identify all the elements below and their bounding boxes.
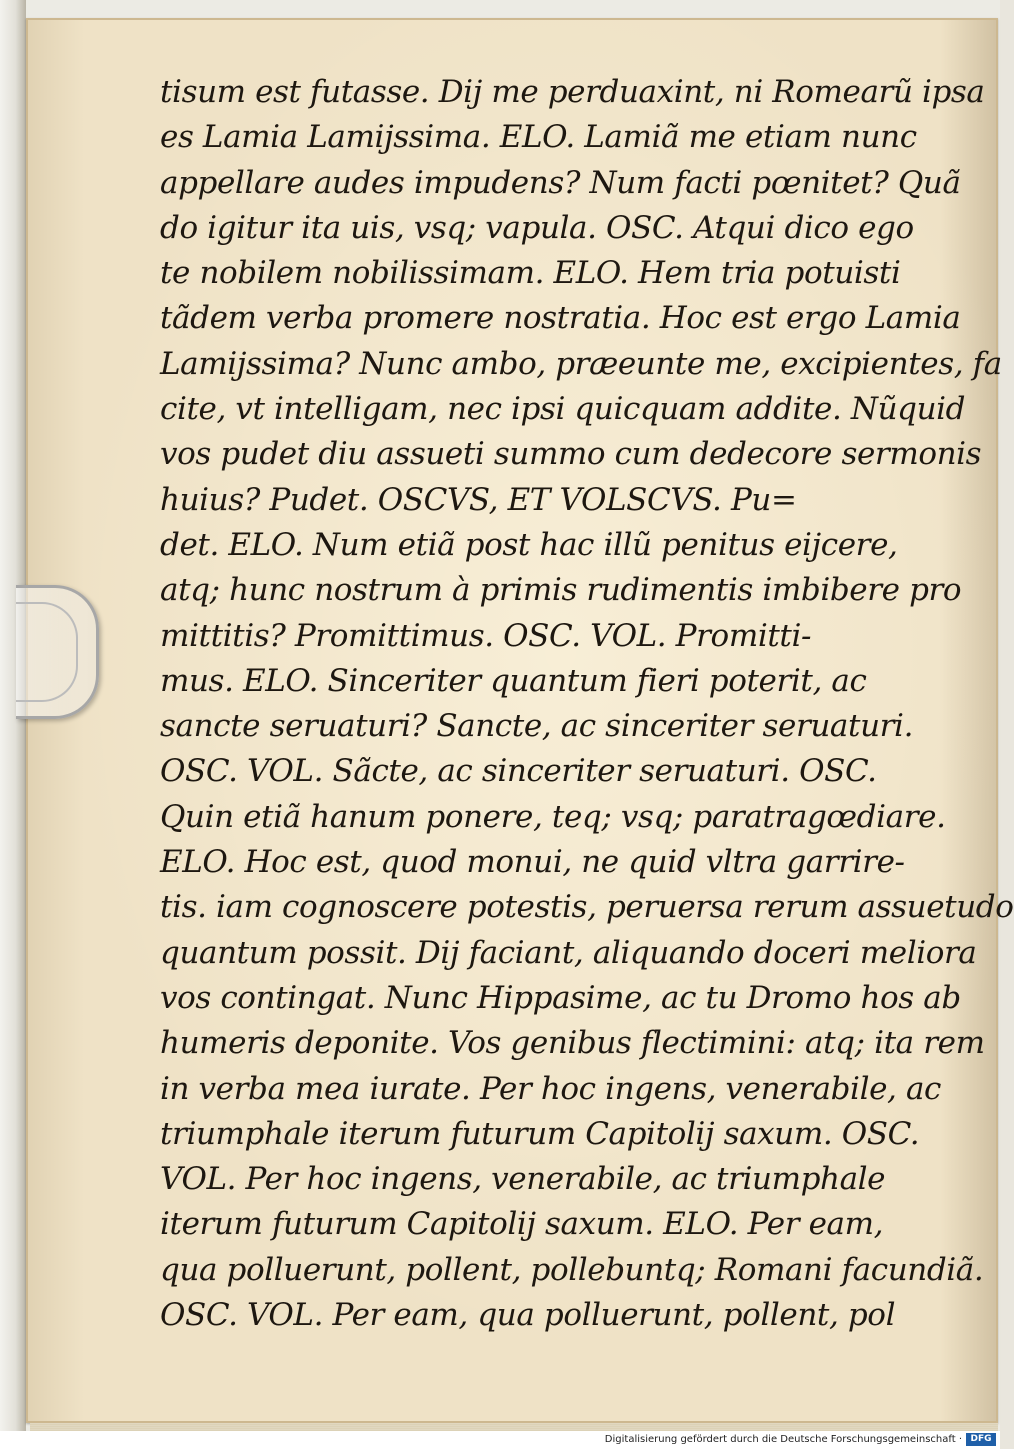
text-line: appellare audes impudens? Num facti pœnitet? Quã [160,164,961,201]
page-stack-edge [30,1423,998,1431]
text-line: tis. iam cognoscere potestis, peruersa rerum assuetudo [160,889,1014,926]
text-line: qua polluerunt, pollent, pollebuntq; Romani facundiã. [160,1251,984,1288]
page-clip [16,585,99,719]
page-text [160,70,1014,1338]
text-line: te nobilem nobilissimam. ELO. Hem tria potuisti [160,255,901,292]
funding-notice: Digitalisierung gefördert durch die Deutsche Forschungsgemeinschaft · [604,1434,962,1445]
text-line: in verba mea iurate. Per hoc ingens, venerabile, ac [160,1070,941,1107]
text-line: vos pudet diu assueti summo cum dedecore sermonis [160,436,982,473]
text-line: es Lamia Lamijssima. ELO. Lamiã me etiam nunc [160,119,917,156]
text-line: tãdem verba promere nostratia. Hoc est ergo Lamia [160,300,961,337]
text-line: quantum possit. Dij faciant, aliquando doceri meliora [160,934,977,971]
text-line: Lamijssima? Nunc ambo, præeunte me, excipientes, fa [160,345,1002,382]
text-line: huius? Pudet. OSCVS, ET VOLSCVS. Pu= [160,481,797,518]
text-line: det. ELO. Num etiã post hac illũ penitus eijcere, [160,526,898,563]
text-line: mittitis? Promittimus. OSC. VOL. Promitti- [160,617,812,654]
dfg-logo: DFG [966,1433,996,1446]
text-line: triumphale iterum futurum Capitolij saxum. OSC. [160,1115,920,1152]
text-line: vos contingat. Nunc Hippasime, ac tu Dromo hos ab [160,979,961,1016]
text-line: mus. ELO. Sinceriter quantum fieri poterit, ac [160,662,867,699]
page-clip-inner [16,602,78,702]
text-line: OSC. VOL. Per eam, qua polluerunt, pollent, pol [160,1297,896,1334]
text-line: Quin etiã hanum ponere, teq; vsq; paratragœdiare. [160,798,946,835]
text-line: tisum est futasse. Dij me perduaxint, ni Romearũ ipsa [160,74,985,110]
text-line: iterum futurum Capitolij saxum. ELO. Per eam, [160,1206,884,1243]
text-line: VOL. Per hoc ingens, venerabile, ac triumphale [160,1161,886,1198]
text-line: humeris deponite. Vos genibus flectimini: atq; ita rem [160,1025,985,1062]
scan-left-edge [0,0,26,1449]
text-line: OSC. VOL. Sãcte, ac sinceriter seruaturi. OSC. [160,753,877,790]
text-line: do igitur ita uis, vsq; vapula. OSC. Atqui dico ego [160,209,914,246]
text-line: cite, vt intelligam, nec ipsi quicquam addite. Nũquid [160,391,966,428]
text-line: sancte seruaturi? Sancte, ac sinceriter seruaturi. [160,708,914,745]
text-line: atq; hunc nostrum à primis rudimentis imbibere pro [160,572,962,609]
text-line: ELO. Hoc est, quod monui, ne quid vltra garrire- [160,844,905,881]
footer-bar [0,1431,1000,1449]
